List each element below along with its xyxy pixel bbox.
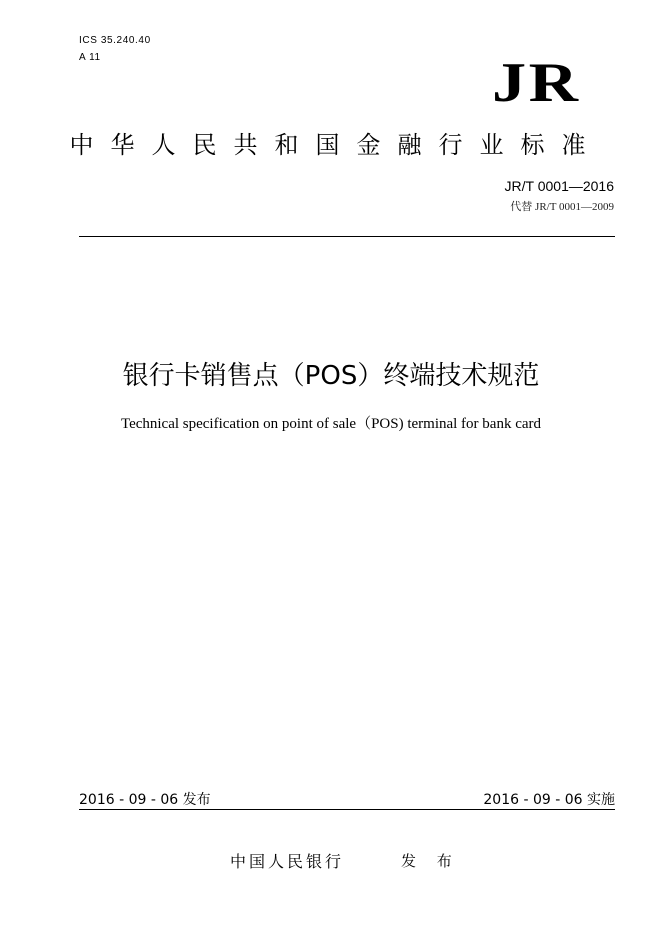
issue-date: 2016 - 09 - 06 发布 [79,792,211,808]
ics-code: ICS 35.240.40 [79,35,151,46]
document-title-chinese: 银行卡销售点（POS）终端技术规范 [122,361,540,391]
replaces-standard: 代替 JR/T 0001—2009 [510,201,614,213]
publisher-name: 中国人民银行 [230,852,345,871]
document-title-english: Technical specification on point of sale（POS) terminal for bank card [120,416,542,432]
standard-number: JR/T 0001—2016 [504,178,614,194]
header-divider [79,236,615,237]
publish-label: 发 布 [401,852,460,870]
footer-divider [79,809,615,810]
effective-date: 2016 - 09 - 06 实施 [483,792,615,808]
standard-type-title: 中华人民共和国金融行业标准 [69,131,603,159]
jr-logo: JR [491,52,580,114]
classification-code: A 11 [79,52,101,63]
